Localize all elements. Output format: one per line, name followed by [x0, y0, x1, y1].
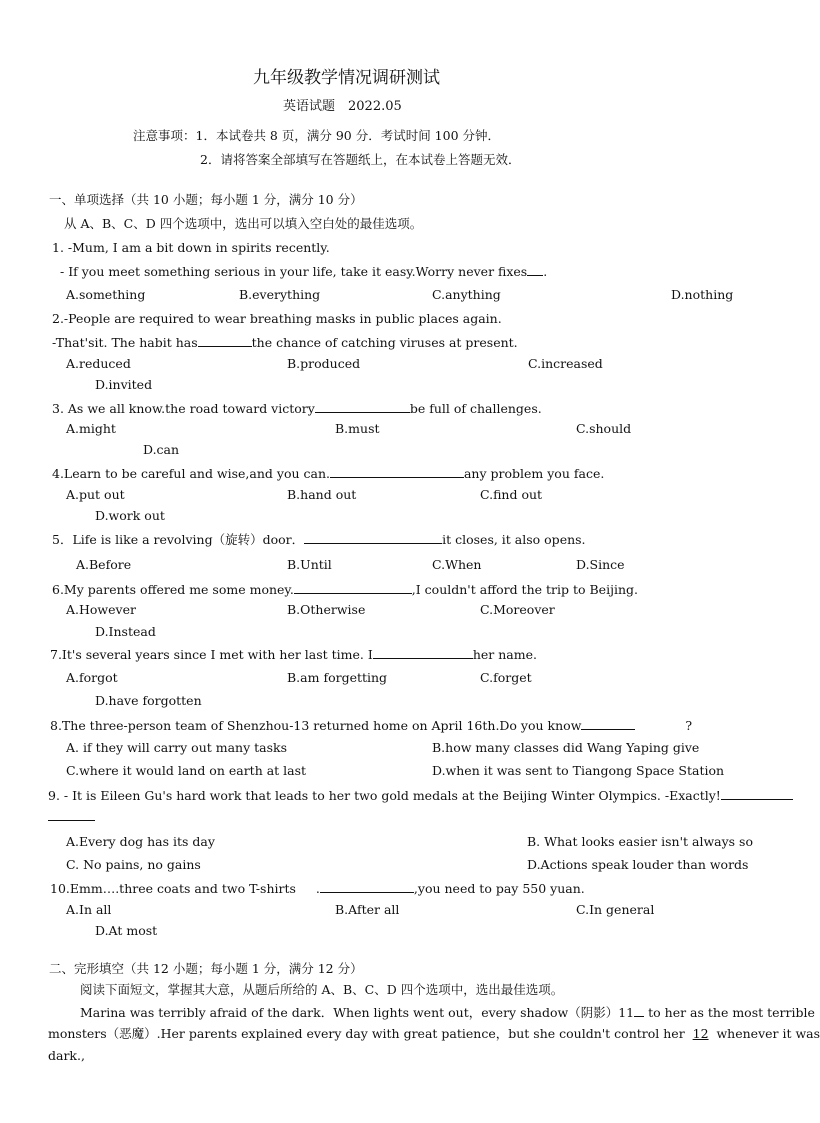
section1-instruction: 从 A、B、C、D 四个选项中，选出可以填入空白处的最佳选项。 — [64, 216, 423, 231]
exam-subtitle: 英语试题 2022.05 — [283, 99, 402, 114]
q6-option-a: A.However — [66, 602, 136, 617]
q7-stem-text: 7.It's several years since I met with her last time. I — [50, 647, 373, 662]
q10-stem-dot: . — [315, 881, 320, 896]
q2-stem: 2.-People are required to wear breathing masks in public places again. — [52, 311, 502, 326]
q10-option-c: C.In general — [576, 902, 655, 917]
exam-title: 九年级教学情况调研测试 — [253, 68, 440, 88]
q2-option-d: D.invited — [95, 377, 153, 392]
cloze-blank-11 — [634, 1004, 644, 1017]
q2-reply — [52, 334, 518, 351]
q3-blank — [315, 400, 410, 413]
passage-line-1 — [80, 1004, 815, 1021]
q8-blank — [581, 717, 635, 730]
q10-option-a: A.In all — [66, 902, 112, 917]
passage-line-3: dark., — [48, 1048, 85, 1063]
q9-blank-line — [48, 808, 95, 825]
passage-line-2-end: whenever it was — [716, 1026, 820, 1041]
q7-option-a: A.forgot — [66, 670, 118, 685]
q1-option-d: D.nothing — [671, 287, 734, 302]
q1-reply — [60, 263, 547, 280]
section1-heading: 一、单项选择（共 10 小题；每小题 1 分，满分 10 分） — [49, 192, 363, 207]
q6-option-c: C.Moreover — [480, 602, 555, 617]
q5-blank — [304, 531, 442, 544]
q1-option-b: B.everything — [239, 287, 321, 302]
q1-option-c: C.anything — [432, 287, 501, 302]
q4-option-d: D.work out — [95, 508, 165, 523]
q1-reply-end: . — [543, 264, 548, 279]
q1-reply-text: - If you meet something serious in your life, take it easy.Worry never fixes — [60, 264, 528, 279]
q10-blank — [320, 880, 414, 893]
q9-option-d: D.Actions speak louder than words — [527, 857, 749, 872]
q9-stem — [48, 787, 793, 804]
q4-option-b: B.hand out — [287, 487, 357, 502]
q1-blank — [527, 263, 543, 276]
q5-option-b: B.Until — [287, 557, 332, 572]
q5-stem-end: it closes, it also opens. — [442, 532, 586, 547]
q10-option-b: B.After all — [335, 902, 400, 917]
q7-stem — [50, 646, 537, 663]
q2-option-a: A.reduced — [66, 356, 131, 371]
q3-stem — [52, 400, 542, 417]
q4-blank — [330, 465, 464, 478]
q8-stem-text: 8.The three-person team of Shenzhou-13 returned home on April 16th.Do you know — [50, 718, 582, 733]
q3-option-b: B.must — [335, 421, 380, 436]
q10-stem-text: 10.Emm….three coats and two T-shirts — [50, 881, 296, 896]
q5-option-c: C.When — [432, 557, 482, 572]
q4-option-a: A.put out — [66, 487, 125, 502]
q10-stem — [50, 880, 585, 897]
cloze-blank-12: 12 — [692, 1026, 709, 1041]
q8-option-d: D.when it was sent to Tiangong Space Station — [432, 763, 725, 778]
q2-reply-end: the chance of catching viruses at present. — [251, 335, 518, 350]
notice-line-1: 注意事项：1．本试卷共 8 页，满分 90 分．考试时间 100 分钟． — [133, 128, 501, 143]
section2-instruction: 阅读下面短文，掌握其大意，从题后所给的 A、B、C、D 四个选项中，选出最佳选项。 — [80, 982, 564, 997]
passage-line-2-text: monsters（恶魔）.Her parents explained every day with great patience，but she couldn't control her — [48, 1026, 685, 1041]
q8-stem — [50, 717, 692, 734]
q3-stem-text: 3. As we all know.the road toward victory — [52, 401, 315, 416]
q9-blank-2 — [48, 808, 95, 821]
q8-option-a: A. if they will carry out many tasks — [66, 740, 288, 755]
q9-option-b: B. What looks easier isn't always so — [527, 834, 753, 849]
q2-option-c: C.increased — [528, 356, 603, 371]
q4-stem-end: any problem you face. — [463, 466, 605, 481]
q7-blank — [373, 646, 473, 659]
q5-stem-text: 5．Life is like a revolving（旋转）door． — [52, 532, 305, 547]
q4-stem — [52, 465, 604, 482]
q2-blank — [198, 334, 252, 347]
passage-line-1-end: to her as the most terrible — [648, 1005, 815, 1020]
q6-stem — [52, 581, 638, 598]
q7-option-c: C.forget — [480, 670, 532, 685]
q8-stem-end: ? — [685, 718, 693, 733]
q6-stem-text: 6.My parents offered me some money. — [52, 582, 294, 597]
q6-stem-end: ,I couldn't afford the trip to Beijing. — [411, 582, 638, 597]
q5-option-d: D.Since — [576, 557, 625, 572]
notice-line-2: 2．请将答案全部填写在答题纸上，在本试卷上答题无效． — [200, 152, 521, 167]
q8-option-b: B.how many classes did Wang Yaping give — [432, 740, 700, 755]
q7-option-d: D.have forgotten — [95, 693, 202, 708]
q1-stem: 1. -Mum, I am a bit down in spirits recently. — [52, 240, 330, 255]
q1-option-a: A.something — [66, 287, 146, 302]
q10-stem-end: ,you need to pay 550 yuan. — [413, 881, 585, 896]
q9-stem-text: 9. - It is Eileen Gu's hard work that leads to her two gold medals at the Beijing Winter Olympics. -Exactly! — [48, 788, 721, 803]
q4-stem-text: 4.Learn to be careful and wise,and you can. — [52, 466, 330, 481]
q9-blank-1 — [721, 787, 793, 800]
q5-option-a: A.Before — [76, 557, 132, 572]
q4-option-c: C.find out — [480, 487, 543, 502]
q6-option-d: D.Instead — [95, 624, 156, 639]
q3-stem-end: be full of challenges. — [409, 401, 542, 416]
q2-option-b: B.produced — [287, 356, 361, 371]
q9-option-a: A.Every dog has its day — [66, 834, 215, 849]
passage-line-2 — [48, 1026, 820, 1042]
q5-stem — [52, 531, 586, 548]
q3-option-c: C.should — [576, 421, 632, 436]
q6-option-b: B.Otherwise — [287, 602, 366, 617]
passage-line-1-text: Marina was terribly afraid of the dark．When lights went out，every shadow（阴影）11 — [80, 1005, 635, 1020]
section2-heading: 二、完形填空（共 12 小题；每小题 1 分，满分 12 分） — [49, 961, 363, 976]
q9-option-c: C. No pains, no gains — [66, 857, 201, 872]
q6-blank — [294, 581, 412, 594]
q7-stem-end: her name. — [472, 647, 537, 662]
q10-option-d: D.At most — [95, 923, 158, 938]
q2-reply-text: -That'sit. The habit has — [52, 335, 198, 350]
q8-option-c: C.where it would land on earth at last — [66, 763, 307, 778]
q7-option-b: B.am forgetting — [287, 670, 388, 685]
q3-option-d: D.can — [143, 442, 180, 457]
q3-option-a: A.might — [66, 421, 116, 436]
